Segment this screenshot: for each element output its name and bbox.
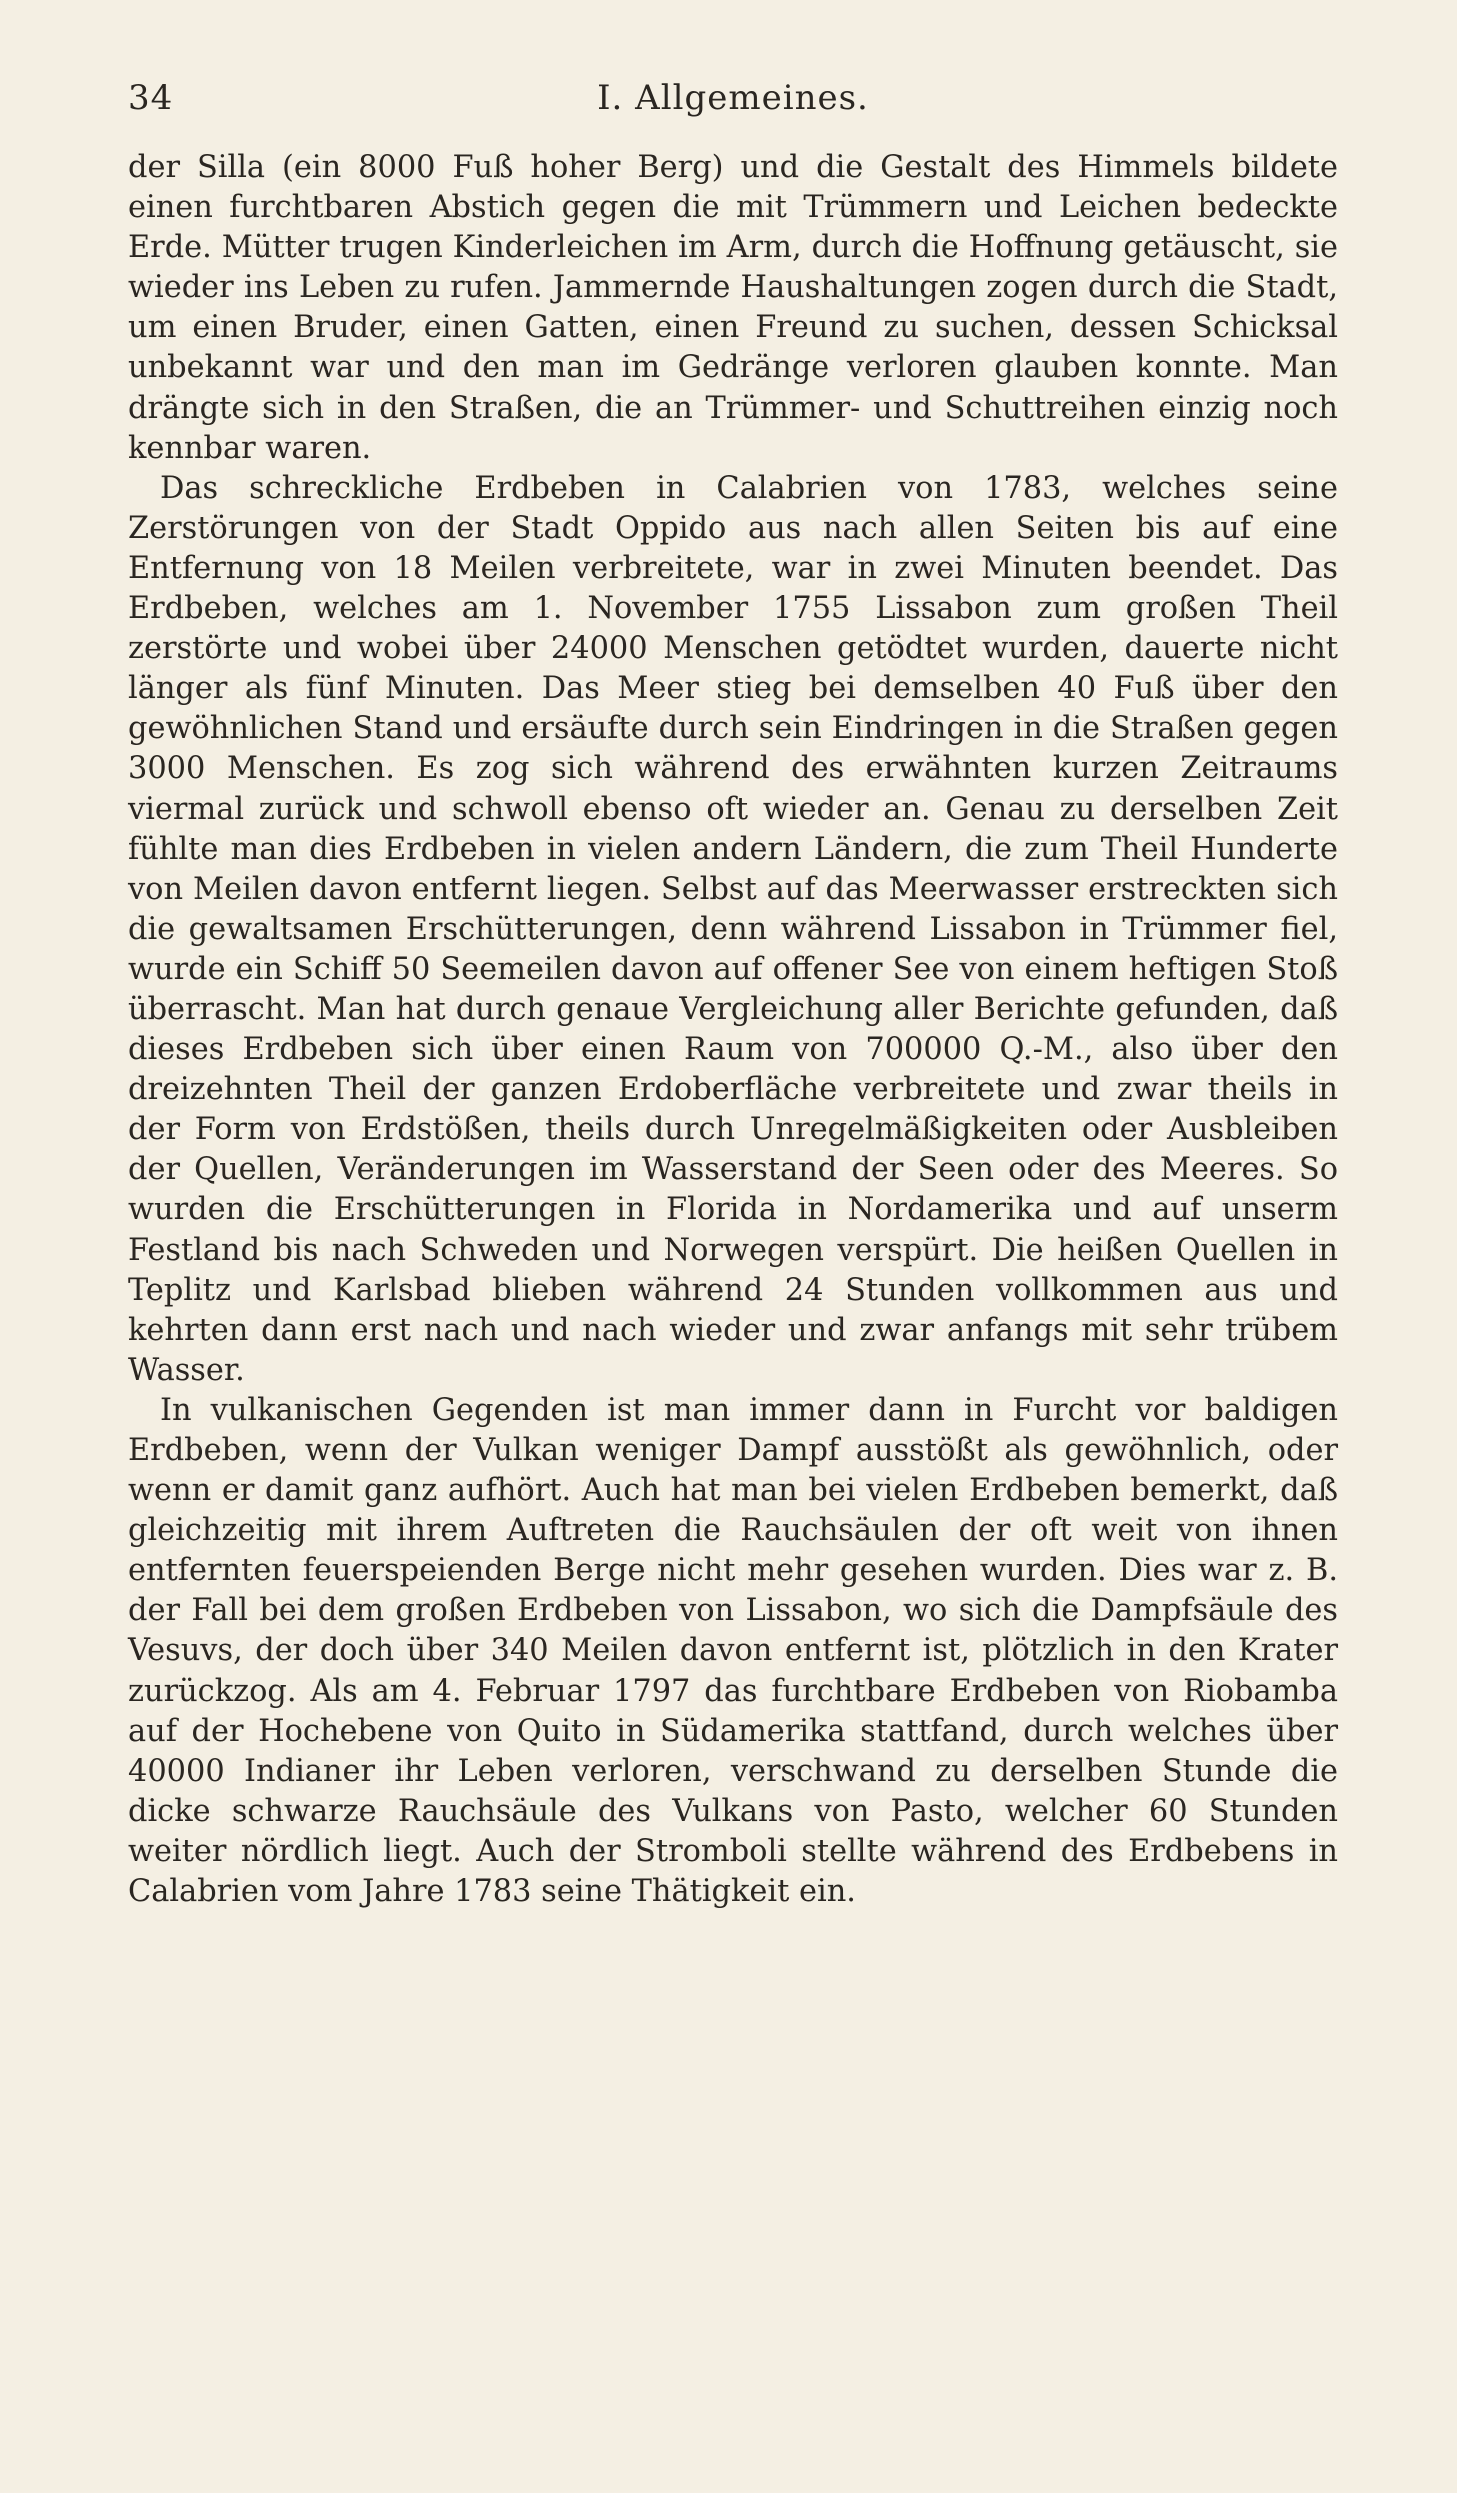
- paragraph-earthquake-durations: Das schreckliche Erdbeben in Calabrien von 1783, welches seine Zerstörungen von der Stadt Oppido aus nach allen Seiten bis auf eine Entfernung von 18 Meilen verbreitete, war in zwei Minuten beendet. Das Erdbeben, welches am 1. November 1755 Lissabon zum großen Theil zerstörte und wobei über 24000 Menschen getödtet wurden, dauerte nicht länger als fünf Minuten. Das Meer stieg bei demselben 40 Fuß über den gewöhnlichen Stand und ersäufte durch sein Eindringen in die Straßen gegen 3000 Menschen. Es zog sich während des erwähnten kurzen Zeitraums viermal zurück und schwoll ebenso oft wieder an. Genau zu derselben Zeit fühlte man dies Erdbeben in vielen andern Ländern, die zum Theil Hunderte von Meilen davon entfernt liegen. Selbst auf das Meerwasser erstreckten sich die gewaltsamen Erschütterungen, denn während Lissabon in Trümmer fiel, wurde ein Schiff 50 Seemeilen davon auf offener See von einem heftigen Stoß überrascht. Man hat durch genaue Vergleichung aller Berichte gefunden, daß dieses Erdbeben sich über einen Raum von 700000 Q.-M., also über den dreizehnten Theil der ganzen Erdoberfläche verbreitete und zwar theils in der Form von Erdstößen, theils durch Unregelmäßigkeiten oder Ausbleiben der Quellen, Veränderungen im Wasserstand der Seen oder des Meeres. So wurden die Erschütterungen in Florida in Nordamerika und auf unserm Festland bis nach Schweden und Norwegen verspürt. Die heißen Quellen in Teplitz und Karlsbad blieben während 24 Stunden vollkommen aus und kehrten dann erst nach und nach wieder und zwar anfangs mit sehr trübem Wasser.: [128, 470, 1338, 1388]
- paragraph-volcanic-signs: In vulkanischen Gegenden ist man immer dann in Furcht vor baldigen Erdbeben, wenn der Vulkan weniger Dampf ausstößt als gewöhnlich, oder wenn er damit ganz aufhört. Auch hat man bei vielen Erdbeben bemerkt, daß gleichzeitig mit ihrem Auftreten die Rauchsäulen der oft weit von ihnen entfernten feuerspeienden Berge nicht mehr gesehen wurden. Dies war z. B. der Fall bei dem großen Erdbeben von Lissabon, wo sich die Dampfsäule des Vesuvs, der doch über 340 Meilen davon entfernt ist, plötzlich in den Krater zurückzog. Als am 4. Februar 1797 das furchtbare Erdbeben von Riobamba auf der Hochebene von Quito in Südamerika stattfand, durch welches über 40000 Indianer ihr Leben verloren, verschwand zu derselben Stunde die dicke schwarze Rauchsäule des Vulkans von Pasto, welcher 60 Stunden weiter nördlich liegt. Auch der Stromboli stellte während des Erdbebens in Calabrien vom Jahre 1783 seine Thätigkeit ein.: [128, 1392, 1338, 1910]
- page-number: 34: [128, 78, 174, 118]
- body-text: [128, 148, 1338, 1912]
- page-header: [128, 78, 1338, 130]
- paragraph-continuation: der Silla (ein 8000 Fuß hoher Berg) und die Gestalt des Himmels bildete einen furchtbaren Abstich gegen die mit Trümmern und Leichen bedeckte Erde. Mütter trugen Kinderleichen im Arm, durch die Hoffnung getäuscht, sie wieder ins Leben zu rufen. Jammernde Haushaltungen zogen durch die Stadt, um einen Bruder, einen Gatten, einen Freund zu suchen, dessen Schicksal unbekannt war und den man im Gedränge verloren glauben konnte. Man drängte sich in den Straßen, die an Trümmer- und Schuttreihen einzig noch kennbar waren.: [128, 150, 1338, 466]
- running-head: I. Allgemeines.: [597, 78, 869, 118]
